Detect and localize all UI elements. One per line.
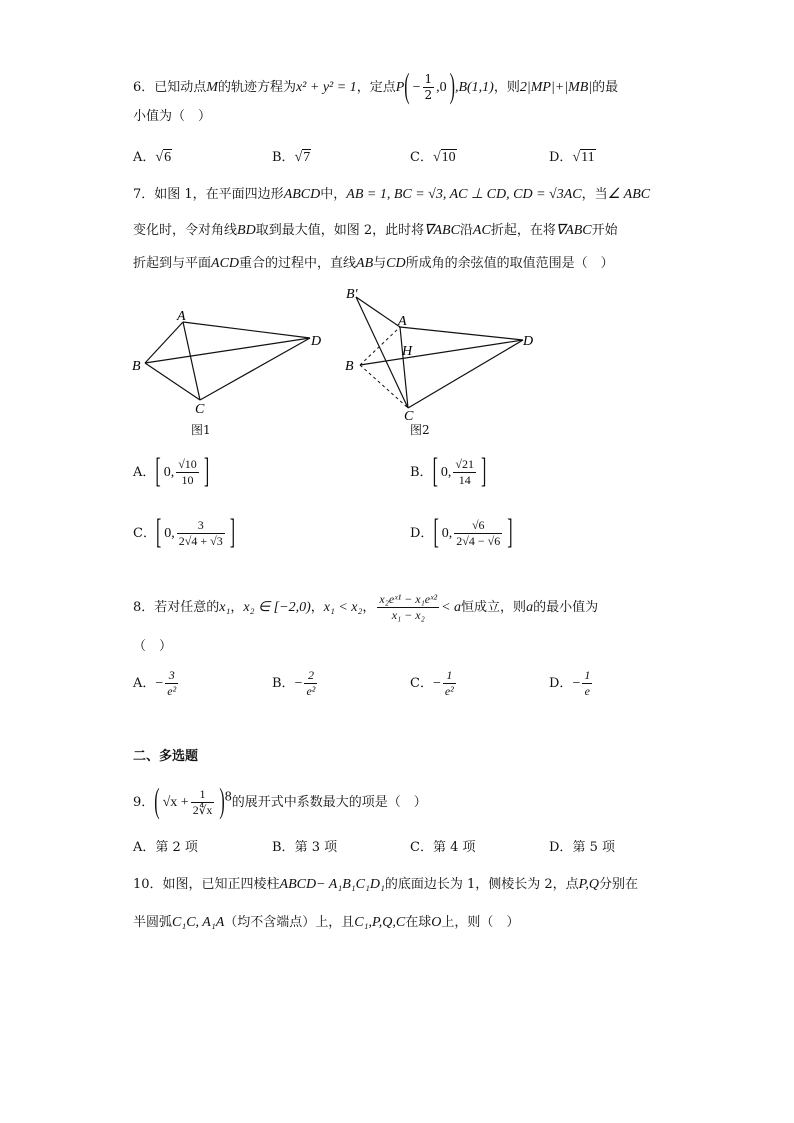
fig1-label-c: C [195, 402, 205, 417]
fig2-label-d: D [523, 334, 534, 349]
fig2-caption: 图2 [410, 423, 430, 437]
q6-option-c[interactable]: C．√10 [410, 150, 456, 165]
fig2-edge-cd [408, 340, 523, 408]
q7-option-a[interactable]: A．[ 0, $\frac{√10}{10}$ ] [133, 452, 210, 491]
fig1-label-b: B [132, 359, 141, 374]
q8-line2: （ ） [133, 639, 173, 654]
q7-line2: 变化时，令对角线BD取到最大值，如图 2，此时将∇ABC沿AC折起，在将∇ABC开始 [133, 223, 618, 238]
fig1-caption: 图1 [191, 423, 211, 437]
fig2-label-bprime: B′ [346, 287, 358, 302]
q9-line1: 9．( √x + $\frac{1}{2∜x}$ )$^8$的展开式中系数最大的项是（ ） [133, 782, 427, 821]
q8-option-b[interactable]: B．− $\frac{2}{\text{e²}}$ [272, 668, 316, 698]
figure-1 [125, 305, 340, 420]
q7-option-d[interactable]: D．[ 0, $\frac{√6}{2√4 - √6}$ ] [410, 513, 513, 552]
q7-line1: 7．如图 1，在平面四边形ABCD中，AB = 1, BC = √3, AC ⊥ CD, CD = √3AC，当∠ ABC [133, 187, 651, 202]
q6-option-a[interactable]: A．√6 [133, 150, 172, 165]
figure-2 [340, 283, 550, 423]
fig2-edge-ac [400, 327, 408, 408]
fig2-label-a: A [398, 314, 407, 329]
fig2-label-b: B [345, 359, 354, 374]
q6-line1: 6．已知动点M的轨迹方程为x² + y² = 1，定点P( − $\frac{1}{2}$ ,0 ),B(1,1)，则2|MP|+|MB|的最 [133, 67, 619, 106]
q9-option-d[interactable]: D．第 5 项 [549, 840, 615, 855]
fig1-edge-cd [200, 338, 310, 400]
fig2-label-c: C [404, 409, 414, 423]
q7-line3: 折起到与平面ACD重合的过程中，直线AB与CD所成角的余弦值的取值范围是（ ） [133, 256, 614, 271]
q8-option-c[interactable]: C．− $\frac{1}{\text{e²}}$ [410, 668, 454, 698]
q7-option-b[interactable]: B．[ 0, $\frac{√21}{14}$ ] [410, 452, 487, 491]
section-heading: 二、多选题 [133, 749, 199, 764]
fig1-edge-bc [145, 363, 200, 400]
q7-option-c[interactable]: C．[ 0, $\frac{3}{2√4 + √3}$ ] [133, 513, 236, 552]
fig1-edge-bd [145, 338, 310, 363]
q6-line2: 小值为（ ） [133, 109, 212, 124]
q8-option-a[interactable]: A．− $\frac{3}{\text{e²}}$ [133, 668, 177, 698]
fig2-edge-bd [360, 340, 523, 365]
q6-option-d[interactable]: D．√11 [549, 150, 595, 165]
q6-option-b[interactable]: B．√7 [272, 150, 311, 165]
q9-option-c[interactable]: C．第 4 项 [410, 840, 476, 855]
fig1-label-a: A [177, 309, 186, 324]
fig1-edge-ab [145, 322, 183, 363]
fig1-label-d: D [311, 334, 322, 349]
q9-option-a[interactable]: A．第 2 项 [133, 840, 198, 855]
q9-option-b[interactable]: B．第 3 项 [272, 840, 338, 855]
fig1-edge-ac [183, 322, 200, 400]
q8-line1: 8．若对任意的x₁，x₂ ∈ [−2,0)，x₁ < x₂， $\frac{\text{x₂eˣ¹ − x₁eˣ²}}{\text{x₁ − x₂}}$ < a恒成立，则a的最小值为 [133, 592, 599, 622]
fig1-edge-ad [183, 322, 310, 338]
fig2-label-h: H [402, 344, 413, 359]
q10-line1: 10．如图，已知正四棱柱ABCD− A₁B₁C₁D₁的底面边长为 1，侧棱长为 2，点P,Q分别在 [133, 877, 639, 892]
fig2-edge-ad [400, 327, 523, 340]
fig2-edge-bc-dashed [360, 365, 408, 408]
q8-option-d[interactable]: D．− $\frac{1}{e}$ [549, 668, 591, 698]
q10-line2: 半圆弧C₁C, A₁A（均不含端点）上，且C₁,P,Q,C在球O上，则（ ） [133, 915, 520, 930]
